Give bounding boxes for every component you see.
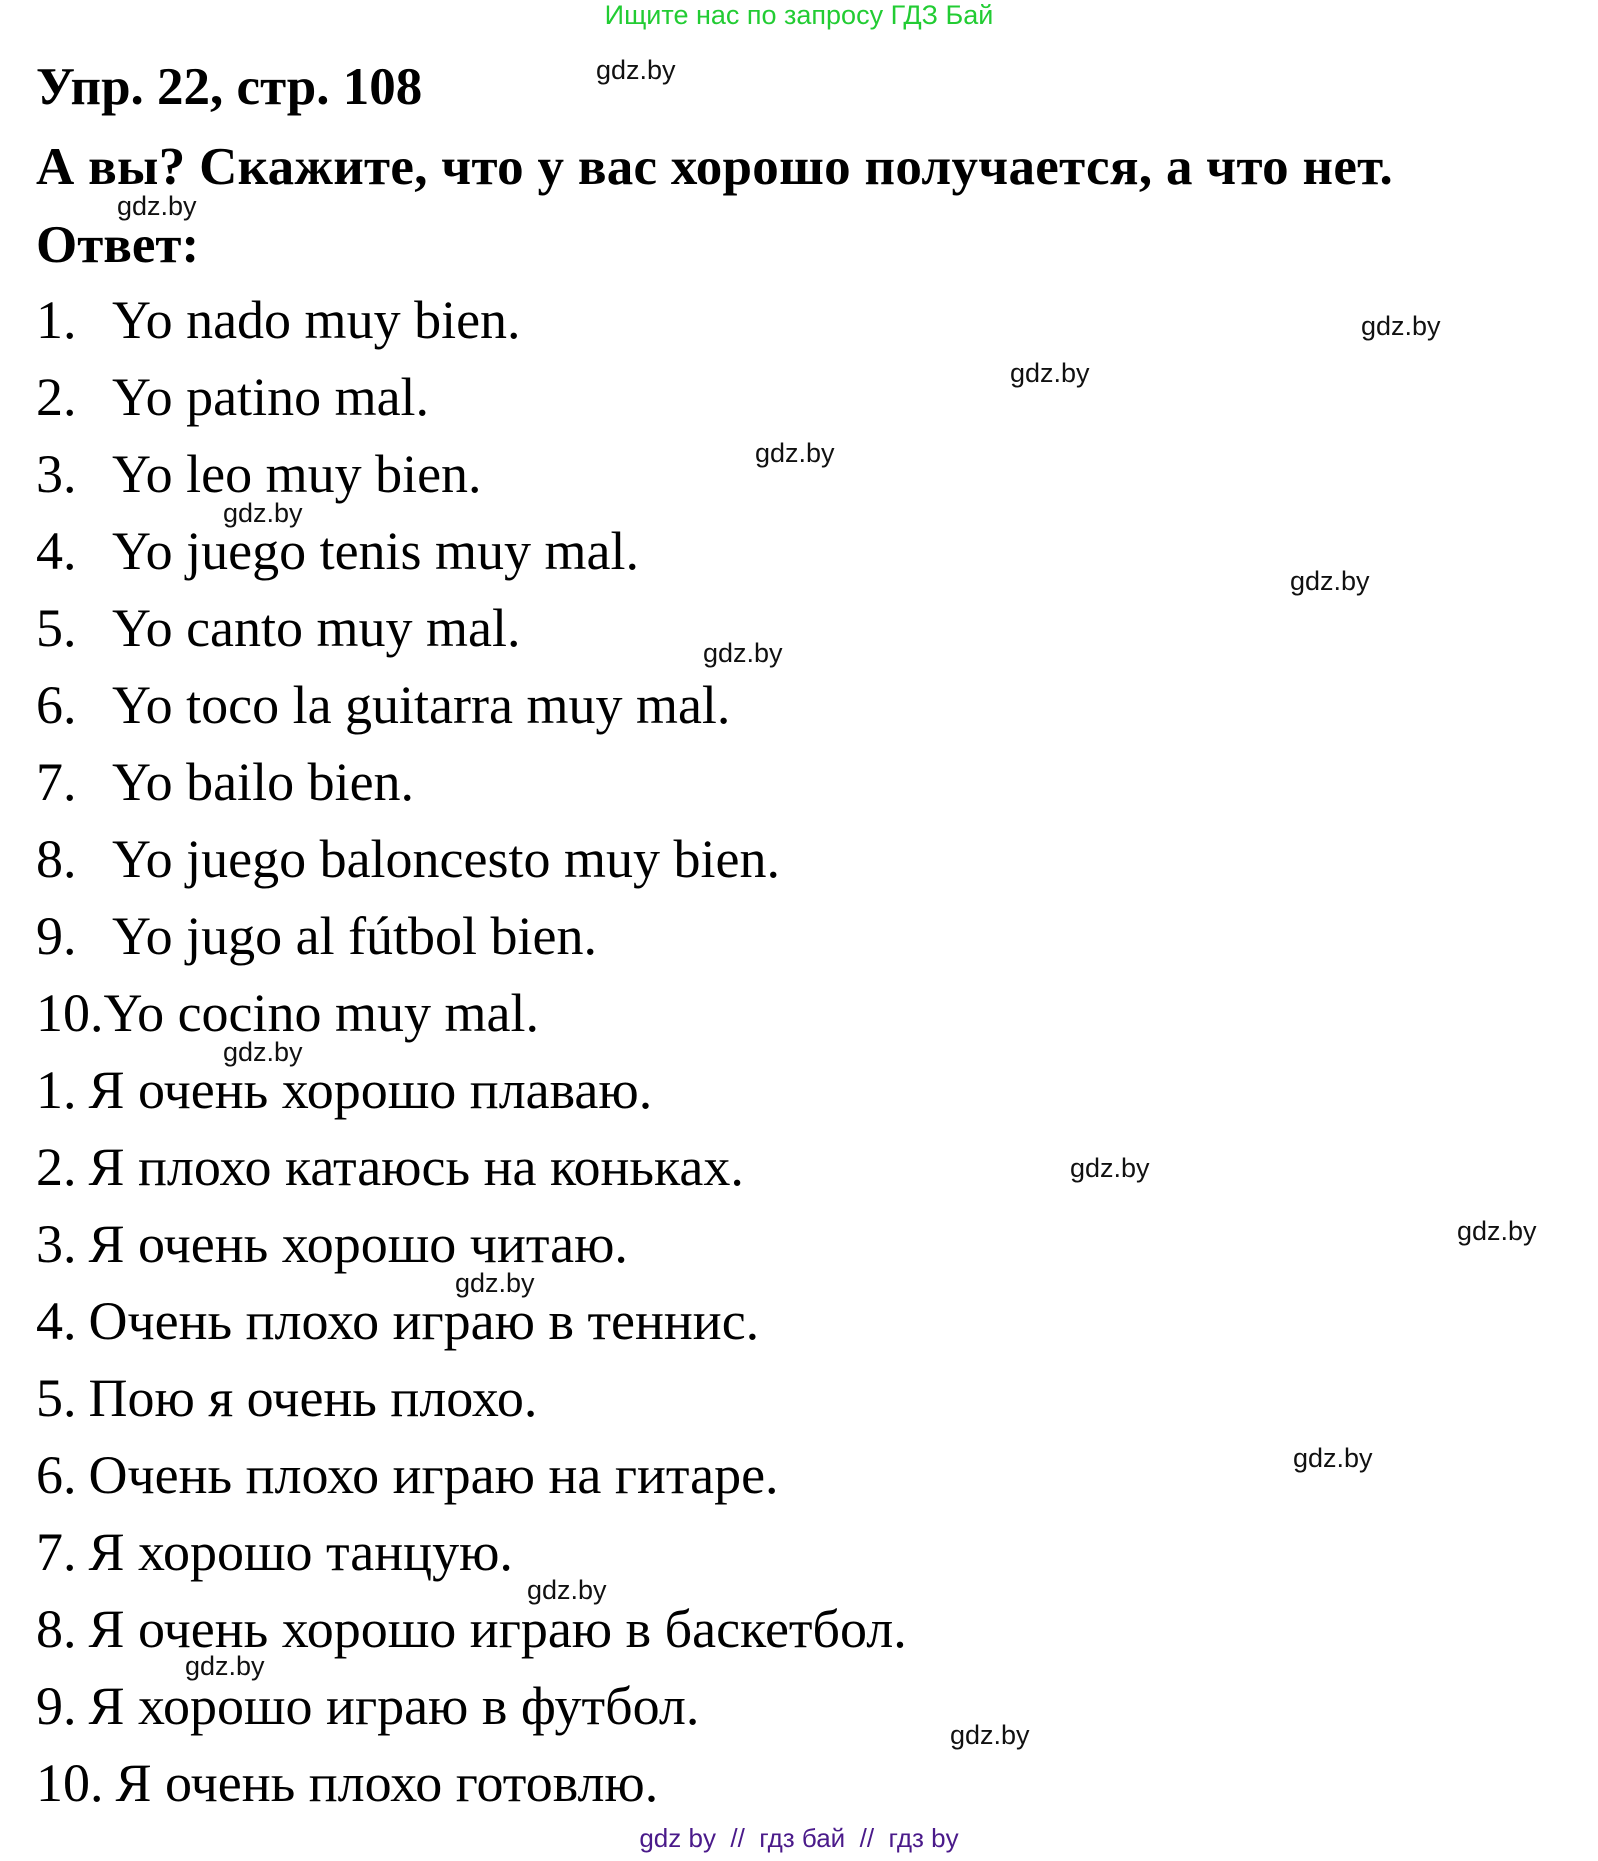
item-text: Я плохо катаюсь на коньках.	[88, 1137, 744, 1197]
list-item	[36, 981, 539, 1045]
exercise-title: Упр. 22, стр. 108	[36, 58, 423, 116]
watermark: gdz.by	[1070, 1153, 1150, 1183]
item-number: 9.	[36, 1676, 77, 1736]
list-item	[36, 827, 780, 891]
item-number: 5.	[36, 1368, 77, 1428]
item-text: Пою я очень плохо.	[88, 1368, 538, 1428]
list-item	[36, 750, 414, 814]
footer-links: gdz by // гдз бай // гдз by	[639, 1823, 959, 1853]
list-item	[36, 673, 730, 737]
item-number: 3.	[36, 444, 77, 504]
item-text: Yo toco la guitarra muy mal.	[112, 675, 731, 735]
task-text: А вы? Скажите, что у вас хорошо получается, а что нет.	[36, 138, 1394, 196]
item-number: 9.	[36, 906, 77, 966]
watermark: gdz.by	[117, 191, 197, 221]
item-text: Yo jugo al fútbol bien.	[112, 906, 598, 966]
watermark: gdz.by	[527, 1575, 607, 1605]
item-text: Yo nado muy bien.	[112, 290, 521, 350]
watermark: gdz.by	[1457, 1216, 1537, 1246]
item-number: 2.	[36, 1137, 77, 1197]
list-item	[36, 1366, 537, 1430]
list-item	[36, 442, 482, 506]
item-number: 6.	[36, 1445, 77, 1505]
watermark: gdz.by	[1290, 566, 1370, 596]
item-text: Я хорошо танцую.	[88, 1522, 513, 1582]
item-number: 6.	[36, 675, 77, 735]
list-item	[36, 1443, 779, 1507]
list-item	[36, 596, 521, 660]
item-number: 4.	[36, 521, 77, 581]
item-text: Очень плохо играю на гитаре.	[88, 1445, 779, 1505]
item-text: Yo leo muy bien.	[112, 444, 482, 504]
item-text: Я очень плохо готовлю.	[115, 1753, 659, 1813]
item-number: 2.	[36, 367, 77, 427]
promo-banner: Ищите нас по запросу ГДЗ Бай	[604, 0, 994, 30]
item-number: 4.	[36, 1291, 77, 1351]
item-text: Я очень хорошо играю в баскетбол.	[88, 1599, 907, 1659]
item-number: 5.	[36, 598, 77, 658]
watermark: gdz.by	[223, 1037, 303, 1067]
item-number: 3.	[36, 1214, 77, 1274]
item-number: 7.	[36, 1522, 77, 1582]
list-item	[36, 1212, 628, 1276]
watermark: gdz.by	[1293, 1443, 1373, 1473]
item-text: Я очень хорошо читаю.	[88, 1214, 628, 1274]
item-text: Yo cocino muy mal.	[103, 983, 540, 1043]
list-item	[36, 1597, 907, 1661]
list-item	[36, 519, 639, 583]
watermark: gdz.by	[755, 438, 835, 468]
watermark: gdz.by	[455, 1268, 535, 1298]
list-item	[36, 1751, 658, 1815]
item-number: 8.	[36, 829, 77, 889]
watermark: gdz.by	[596, 55, 676, 85]
watermark: gdz.by	[223, 498, 303, 528]
list-item	[36, 1289, 759, 1353]
item-text: Yo patino mal.	[112, 367, 430, 427]
item-text: Yo bailo bien.	[112, 752, 415, 812]
watermark: gdz.by	[1361, 311, 1441, 341]
list-item	[36, 1520, 513, 1584]
item-number: 7.	[36, 752, 77, 812]
item-text: Yo juego tenis muy mal.	[112, 521, 640, 581]
list-item	[36, 1058, 652, 1122]
watermark: gdz.by	[1010, 358, 1090, 388]
item-number: 10.	[36, 1753, 104, 1813]
list-item	[36, 288, 521, 352]
item-text: Yo canto muy mal.	[112, 598, 521, 658]
item-text: Я хорошо играю в футбол.	[88, 1676, 700, 1736]
watermark: gdz.by	[703, 638, 783, 668]
list-item	[36, 365, 429, 429]
watermark: gdz.by	[185, 1651, 265, 1681]
item-number: 1.	[36, 1060, 77, 1120]
item-number: 1.	[36, 290, 77, 350]
answer-label: Ответ:	[36, 216, 200, 274]
item-number: 8.	[36, 1599, 77, 1659]
list-item	[36, 1674, 699, 1738]
item-text: Yo juego baloncesto muy bien.	[112, 829, 780, 889]
item-number: 10.	[36, 983, 104, 1043]
list-item	[36, 1135, 744, 1199]
item-text: Очень плохо играю в теннис.	[88, 1291, 760, 1351]
watermark: gdz.by	[950, 1720, 1030, 1750]
item-text: Я очень хорошо плаваю.	[88, 1060, 653, 1120]
list-item	[36, 904, 597, 968]
